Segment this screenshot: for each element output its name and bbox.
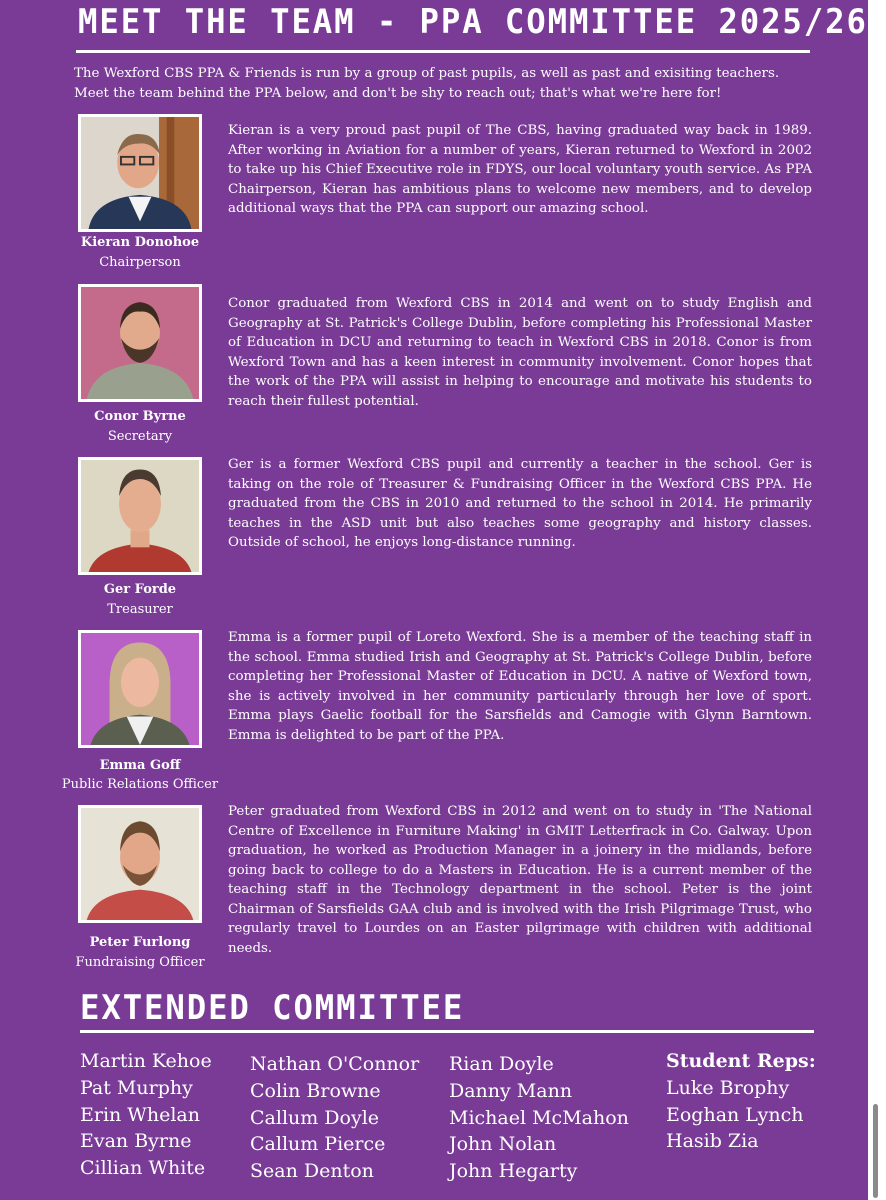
committee-member: Callum Doyle xyxy=(250,1106,380,1129)
committee-member: John Hegarty xyxy=(449,1160,578,1183)
intro-paragraph: The Wexford CBS PPA & Friends is run by a group of past pupils, as well as past and exisiting teachers. Meet the team behind the PPA below, and don't be shy to reach out; that's what we're here for! xyxy=(74,66,780,101)
member-bio: Peter graduated from Wexford CBS in 2012 and went on to study in 'The National Centre of Excellence in Furniture Making' in GMIT Letterfrack in Co. Galway. Upon graduation, he worked as Production Manager in a joinery in the midlands, before going back to college to do a Masters in Education. He is a current member of the teaching staff in the Technology department in the school. Peter is the joint Chairman of Sarsfields GAA club and is involved with the Irish Pilgrimage Trust, who regularly travel to Lourdes on an Easter pilgrimage with children with additional needs. xyxy=(228,804,812,956)
page-title: MEET THE TEAM - PPA COMMITTEE 2025/26 xyxy=(78,2,868,42)
committee-member: Martin Kehoe xyxy=(80,1050,212,1072)
member-name: Peter Furlong xyxy=(89,935,191,950)
student-rep: Hasib Zia xyxy=(666,1130,759,1153)
member-name: Kieran Donohoe xyxy=(80,235,200,250)
committee-column-2 xyxy=(250,1051,419,1185)
member-role: Chairperson xyxy=(99,255,181,270)
extended-divider xyxy=(80,1030,814,1033)
committee-member: Callum Pierce xyxy=(250,1133,386,1156)
member-photo-kieran-donohoe xyxy=(78,114,202,232)
member-role: Treasurer xyxy=(107,602,173,617)
page-left-strip xyxy=(0,0,56,1200)
member-name: Ger Forde xyxy=(103,582,177,597)
member-bio: Ger is a former Wexford CBS pupil and currently a teacher in the school. Ger is taking on the role of Treasurer & Fundraising Officer in the Wexford CBS PPA. He graduated from the CBS in 2010 and returned to the school in 2014. He primarily teaches in the ASD unit but also teaches some geography and history classes. Outside of school, he enjoys long-distance running. xyxy=(228,457,812,550)
committee-member: Sean Denton xyxy=(250,1160,374,1183)
committee-member: Erin Whelan xyxy=(80,1103,200,1126)
committee-member: Danny Mann xyxy=(449,1079,573,1102)
member-role: Secretary xyxy=(107,429,173,444)
member-photo-emma-goff xyxy=(78,630,202,748)
scrollbar-thumb[interactable] xyxy=(873,1104,878,1198)
committee-member: Colin Browne xyxy=(250,1079,381,1102)
extended-committee-title: EXTENDED COMMITTEE xyxy=(80,988,465,1028)
title-divider xyxy=(76,50,810,53)
student-reps-column xyxy=(666,1048,816,1155)
student-reps-label: Student Reps: xyxy=(666,1050,816,1072)
member-name: Emma Goff xyxy=(99,758,181,773)
committee-member: Nathan O'Connor xyxy=(250,1053,420,1075)
committee-column-1 xyxy=(80,1048,212,1182)
committee-column-3 xyxy=(449,1051,629,1185)
committee-member: Rian Doyle xyxy=(449,1053,554,1075)
committee-member: Pat Murphy xyxy=(80,1076,193,1099)
student-rep: Eoghan Lynch xyxy=(666,1103,804,1126)
member-name: Conor Byrne xyxy=(94,409,186,424)
member-photo-conor-byrne xyxy=(78,284,202,402)
member-role: Public Relations Officer xyxy=(61,777,219,792)
member-bio: Conor graduated from Wexford CBS in 2014 and went on to study English and Geography at St. Patrick's College Dublin, before completing his Professional Master of Education in DCU and returning to teach in Wexford CBS in 2018. Conor is from Wexford Town and has a keen interest in community involvement. Conor hopes that the work of the PPA will assist in helping to encourage and motivate his students to reach their fullest potential. xyxy=(228,296,812,409)
window-margin xyxy=(868,0,886,1200)
member-photo-peter-furlong xyxy=(78,805,202,923)
student-rep: Luke Brophy xyxy=(666,1076,790,1099)
committee-member: Michael McMahon xyxy=(449,1106,629,1129)
committee-member: John Nolan xyxy=(449,1133,557,1156)
member-bio: Kieran is a very proud past pupil of The CBS, having graduated way back in 1989. After working in Aviation for a number of years, Kieran returned to Wexford in 2002 to take up his Chief Executive role in FDYS, our local voluntary youth service. As PPA Chairperson, Kieran has ambitious plans to welcome new members, and to develop additional ways that the PPA can support our amazing school. xyxy=(228,123,812,216)
member-role: Fundraising Officer xyxy=(75,955,205,970)
member-bio: Emma is a former pupil of Loreto Wexford. She is a member of the teaching staff in the school. Emma studied Irish and Geography at St. Patrick's College Dublin, before completing her Professional Master of Education in DCU. A native of Wexford town, she is actively involved in her community particularly through her love of sport. Emma plays Gaelic football for the Sarsfields and Camogie with Glynn Barntown. Emma is delighted to be part of the PPA. xyxy=(228,630,812,743)
committee-member: Evan Byrne xyxy=(80,1130,192,1153)
member-photo-ger-forde xyxy=(78,457,202,575)
committee-member: Cillian White xyxy=(80,1157,206,1180)
